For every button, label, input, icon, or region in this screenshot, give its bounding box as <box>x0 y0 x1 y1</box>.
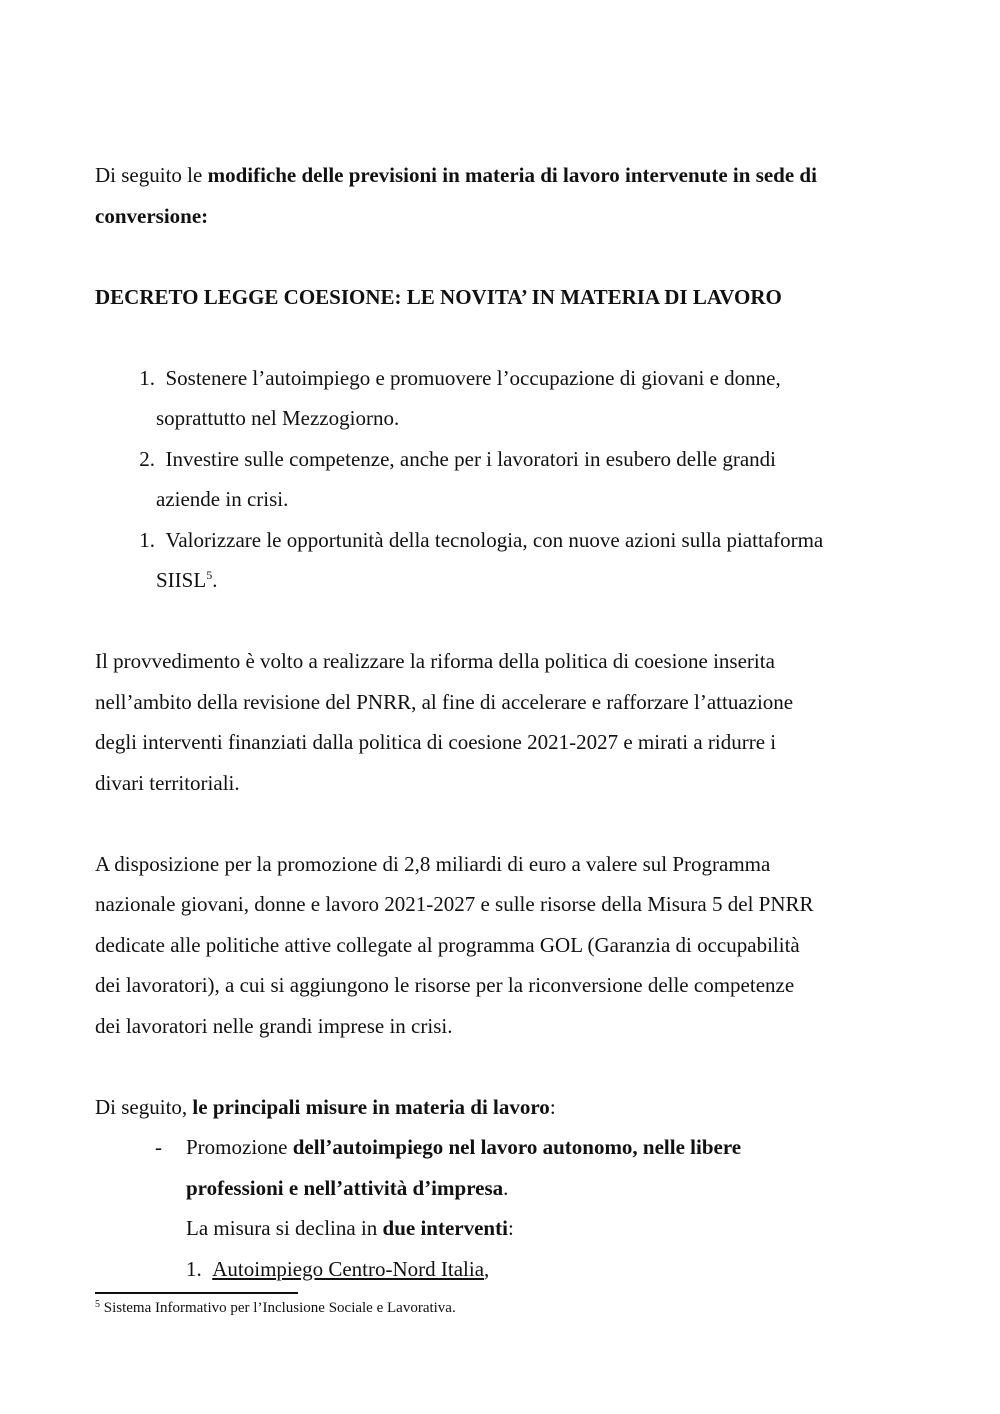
section-heading-text: DECRETO LEGGE COESIONE: LE NOVITA’ IN MATERIA DI LAVORO <box>95 284 782 309</box>
paragraph-line: divari territoriali. <box>95 770 240 795</box>
bullet-prefix: Promozione <box>186 1135 293 1159</box>
paragraph-funding <box>95 844 910 1047</box>
bullet-declination <box>95 1208 910 1249</box>
list-number: 1. <box>139 527 155 552</box>
measures-prefix: Di seguito, <box>95 1094 193 1119</box>
measures-suffix: : <box>549 1094 556 1119</box>
section-heading <box>95 277 910 318</box>
list-item <box>95 520 910 561</box>
list-item-text: Sostenere l’autoimpiego e promuovere l’occupazione di giovani e donne, <box>165 365 781 390</box>
paragraph-reform <box>95 641 910 803</box>
intro-prefix: Di seguito le <box>95 163 208 187</box>
paragraph-line: Il provvedimento è volto a realizzare la riforma della politica di coesione inserita <box>95 649 775 673</box>
footnote-separator <box>95 1292 298 1294</box>
footnote-reference[interactable]: 5 <box>206 568 213 582</box>
list-item-text: Valorizzare le opportunità della tecnologia, con nuove azioni sulla piattaforma <box>165 527 824 552</box>
list-item-text: SIISL <box>156 568 207 592</box>
intro-bold-b: conversione: <box>95 203 209 228</box>
intro-bold-a: modifiche delle previsioni in materia di lavoro intervenute in sede di <box>207 163 817 187</box>
decl-bold: due interventi <box>382 1216 508 1240</box>
bullet-list <box>95 1127 910 1289</box>
numbered-list <box>95 358 910 601</box>
sub-list-link[interactable]: Autoimpiego Centro-Nord Italia <box>212 1256 485 1281</box>
list-item-continuation <box>95 479 910 520</box>
bullet-continuation <box>95 1168 910 1209</box>
sub-list-item <box>95 1249 910 1290</box>
footnote-number: 5 <box>95 1299 100 1310</box>
measures-intro <box>95 1087 910 1128</box>
paragraph-line: degli interventi finanziati dalla politica di coesione 2021-2027 e mirati a ridurre i <box>95 730 777 754</box>
footnote <box>95 1298 456 1318</box>
paragraph-line: nell’ambito della revisione del PNRR, al fine di accelerare e rafforzare l’attuazione <box>95 689 794 714</box>
bullet-bold-b: professioni e nell’attività d’impresa <box>186 1175 504 1200</box>
footnote-text: Sistema Informativo per l’Inclusione Sociale e Lavorativa. <box>100 1300 456 1316</box>
paragraph-line: dei lavoratori), a cui si aggiungono le risorse per la riconversione delle competenze <box>95 973 795 997</box>
bullet-punct: . <box>503 1175 509 1200</box>
list-item-text: Investire sulle competenze, anche per i lavoratori in esubero delle grandi <box>165 446 776 471</box>
bullet-bold-a: dell’autoimpiego nel lavoro autonomo, nelle libere <box>292 1135 742 1159</box>
list-item-continuation <box>95 398 910 439</box>
list-item-punct: . <box>212 568 218 592</box>
list-number: 1. <box>139 365 155 390</box>
decl-suffix: : <box>507 1216 514 1240</box>
bullet-dash: - <box>155 1135 162 1159</box>
intro-line-1 <box>95 155 910 196</box>
measures-bold: le principali misure in materia di lavoro <box>192 1094 550 1119</box>
paragraph-line: A disposizione per la promozione di 2,8 miliardi di euro a valere sul Programma <box>95 851 771 876</box>
paragraph-line: dedicate alle politiche attive collegate al programma GOL (Garanzia di occupabilità <box>95 932 800 957</box>
list-item-text: soprattutto nel Mezzogiorno. <box>156 406 400 430</box>
sub-list-punct: , <box>484 1256 490 1281</box>
list-number: 2. <box>139 446 155 471</box>
list-item-text: aziende in crisi. <box>156 487 289 511</box>
decl-prefix: La misura si declina in <box>186 1216 383 1240</box>
document-body <box>95 155 910 1289</box>
list-item <box>95 439 910 480</box>
intro-line-2 <box>95 196 910 237</box>
sub-list-number: 1. <box>186 1256 202 1281</box>
list-item-continuation <box>95 560 910 601</box>
paragraph-line: nazionale giovani, donne e lavoro 2021-2027 e sulle risorse della Misura 5 del PNRR <box>95 892 814 916</box>
paragraph-line: dei lavoratori nelle grandi imprese in crisi. <box>95 1013 453 1038</box>
list-item <box>95 358 910 399</box>
bullet-item <box>95 1127 910 1168</box>
